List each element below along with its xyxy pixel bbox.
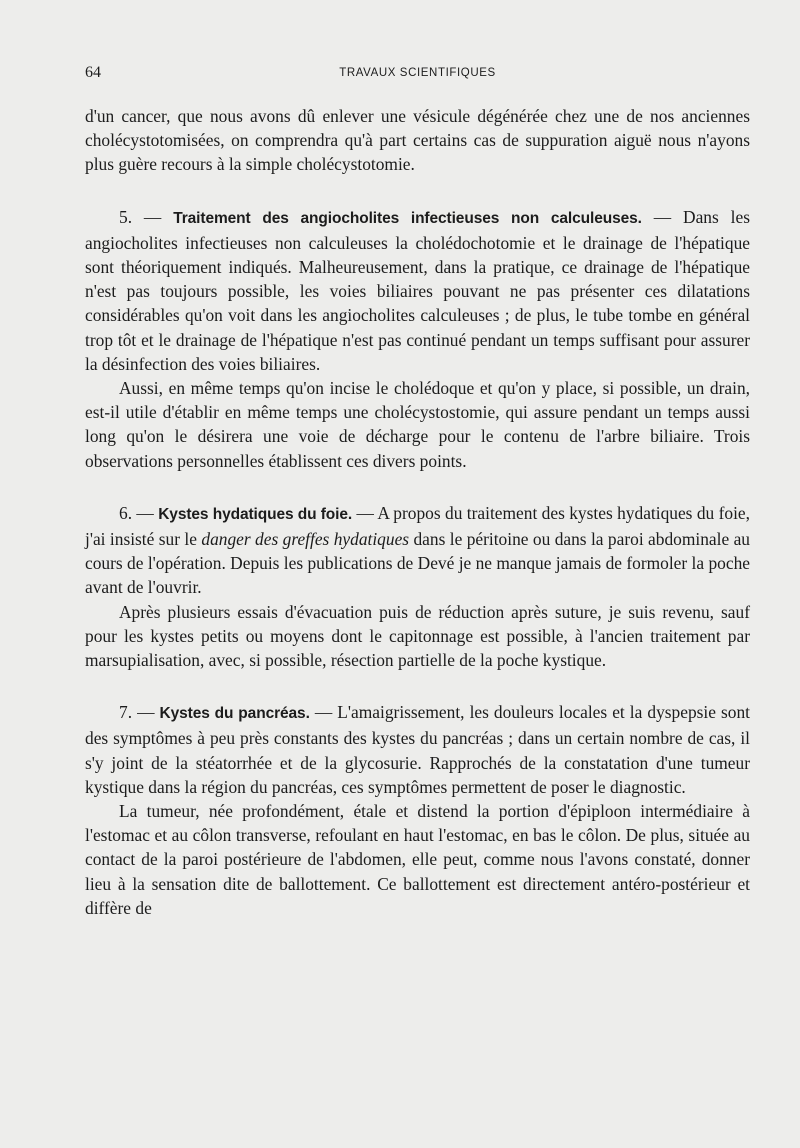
- section-6-paragraph-1: 6. — Kystes hydatiques du foie. — A propos du traitement des kystes hydatiques du foie, j'ai insisté sur le danger des greffes hydatiques dans le péritoine ou dans la paroi abdominale au cours de l'opération. Depuis les publications de Devé je ne manque jamais de formoler la poche avant de l'ouvrir.: [85, 502, 750, 598]
- section-6-text-before: A propos du traitement des kystes hydatiques du foie, j'ai insisté sur le: [85, 502, 750, 550]
- running-title: TRAVAUX SCIENTIFIQUES: [339, 67, 496, 79]
- section-7-text-1: L'amaigrissement, les douleurs locales et la dyspepsie sont des symptômes à peu près constants des kystes du pancréas ; dans un certain nombre de cas, il s'y joint de la stéatorrhée et de la glycosurie. Rapprochés de la constatation d'une tumeur kystique dans la région du pancréas, ces symptômes permettent de poser le diagnostic.: [85, 702, 750, 797]
- section-6-title: Kystes hydatiques du foie.: [158, 505, 353, 523]
- section-5-title: Traitement des angiocholites infectieuses non calculeuses.: [173, 209, 642, 227]
- section-7-paragraph-2: La tumeur, née profondément, étale et distend la portion d'épiploon intermédiaire à l'estomac et au côlon transverse, refoulant en haut l'estomac, en bas le côlon. De plus, située au contact de la paroi postérieure de l'abdomen, elle peut, comme nous l'avons constaté, donner lieu à la sensation dite de ballottement. Ce ballottement est directement antéro-postérieur et diffère de: [85, 801, 750, 918]
- page-body: [85, 104, 750, 920]
- section-5-number: 5. —: [119, 206, 162, 227]
- section-7-paragraph-1: 7. — Kystes du pancréas. — L'amaigrissement, les douleurs locales et la dyspepsie sont des symptômes à peu près constants des kystes du pancréas ; dans un certain nombre de cas, il s'y joint de la stéatorrhée et de la glycosurie. Rapprochés de la constatation d'une tumeur kystique dans la région du pancréas, ces symptômes permettent de poser le diagnostic.: [85, 702, 750, 797]
- section-7-title: Kystes du pancréas.: [159, 705, 310, 723]
- section-6-emphasis: danger des greffes hydatiques: [201, 529, 410, 550]
- section-5-text-1: Dans les angiocholites infectieuses non calculeuses la cholédochotomie et le drainage de l'hépatique sont théoriquement indiqués. Malheureusement, dans la pratique, ce drainage de l'hépatique n'est pas toujours possible, les voies biliaires pouvant ne pas présenter ces dilatations considérables qu'on voit dans les angiocholites calculeuses ; de plus, le tube tombe en général trop tôt et le drainage de l'hépatique n'est pas continué pendant un temps suffisant pour assurer la désinfection des voies biliaires.: [85, 206, 750, 374]
- section-5-paragraph-2: Aussi, en même temps qu'on incise le cholédoque et qu'on y place, si possible, un drain, est-il utile d'établir en même temps une cholécystostomie, qui assure pendant un temps aussi long qu'on le désirera une voie de décharge pour le contenu de l'arbre biliaire. Trois observations personnelles établissent ces divers points.: [85, 378, 750, 471]
- section-6-number: 6. —: [119, 502, 154, 523]
- section-7-number: 7. —: [119, 702, 155, 723]
- section-5-paragraph-1: 5. — Traitement des angiocholites infectieuses non calculeuses. — Dans les angiocholites infectieuses non calculeuses la cholédochotomie et le drainage de l'hépatique sont théoriquement indiqués. Malheureusement, dans la pratique, ce drainage de l'hépatique n'est pas toujours possible, les voies biliaires pouvant ne pas présenter ces dilatations considérables qu'on voit dans les angiocholites calculeuses ; de plus, le tube tombe en général trop tôt et le drainage de l'hépatique n'est pas continué pendant un temps suffisant pour assurer la désinfection des voies biliaires.: [85, 206, 750, 374]
- page-number: 64: [85, 64, 101, 81]
- section-6-paragraph-2: Après plusieurs essais d'évacuation puis de réduction après suture, je suis revenu, sauf pour les kystes petits ou moyens dont le capitonnage est possible, à l'ancien traitement par marsupialisation, avec, si possible, résection partielle de la poche kystique.: [85, 601, 750, 671]
- intro-paragraph: d'un cancer, que nous avons dû enlever une vésicule dégénérée chez une de nos anciennes cholécystotomisées, on comprendra qu'à part certains cas de suppuration aiguë nous n'ayons plus guère recours à la simple cholécystotomie.: [85, 106, 750, 175]
- page-header: [85, 64, 750, 86]
- section-6-text-after: dans le péritoine ou dans la paroi abdominale au cours de l'opération. Depuis les publications de Devé je ne manque jamais de formoler la poche avant de l'ouvrir.: [85, 529, 750, 598]
